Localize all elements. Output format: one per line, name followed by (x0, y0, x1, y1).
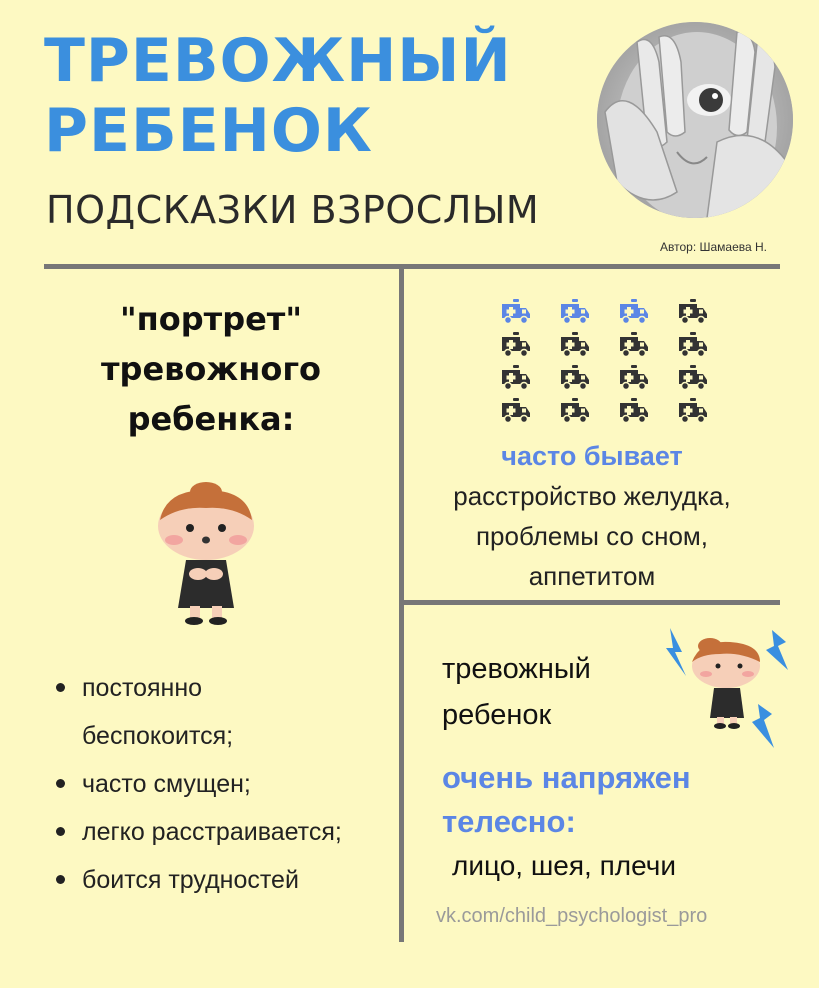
right-horizontal-divider (404, 600, 780, 605)
bullet-icon (56, 683, 65, 692)
ambulance-icon-grid (500, 298, 709, 427)
ambulance-icon (618, 331, 650, 361)
stressed-child-illustration (660, 622, 790, 777)
ambulance-icon (500, 331, 532, 361)
symptom-line-2: проблемы со сном, (475, 521, 709, 551)
trait-text: постоянно (82, 674, 203, 702)
source-link[interactable]: vk.com/child_psychologist_pro (436, 905, 708, 927)
tense-line-2: ребенок (442, 699, 552, 731)
tense-emphasis (442, 756, 691, 844)
symptom-line-1: расстройство желудка, (453, 481, 731, 511)
ambulance-icon (677, 364, 709, 394)
trait-item (56, 856, 342, 904)
vertical-divider (399, 269, 404, 942)
portrait-title (36, 294, 386, 444)
body-parts-text: лицо, шея, плечи (452, 850, 676, 881)
anxious-child-illustration (152, 478, 262, 631)
ambulance-icon (559, 331, 591, 361)
trait-item (56, 760, 342, 808)
bullet-icon (56, 779, 65, 788)
portrait-title-line-3: ребенка: (127, 400, 295, 438)
author-credit: Автор: Шамаева Н. (660, 240, 768, 254)
trait-text: беспокоится; (82, 722, 234, 750)
ambulance-icon (559, 397, 591, 427)
tense-child-text (442, 646, 591, 738)
ambulance-icon (500, 397, 532, 427)
ambulance-icon (677, 298, 709, 328)
ambulance-icon (618, 397, 650, 427)
ambulance-icon (677, 331, 709, 361)
bullet-icon (56, 875, 65, 884)
trait-list (56, 664, 342, 904)
child-covering-face-photo (597, 22, 793, 218)
trait-item (56, 808, 342, 856)
symptoms-block (404, 436, 780, 596)
ambulance-icon (618, 364, 650, 394)
title-line-1: ТРЕВОЖНЫЙ (44, 26, 512, 96)
often-label: часто бывает (501, 441, 683, 471)
portrait-title-line-2: тревожного (100, 350, 322, 388)
subtitle: ПОДСКАЗКИ ВЗРОСЛЫМ (46, 188, 540, 232)
header-divider (44, 264, 780, 269)
bullet-icon (56, 827, 65, 836)
ambulance-icon (559, 364, 591, 394)
portrait-title-line-1: "портрет" (119, 300, 303, 338)
trait-text: легко расстраивается; (82, 818, 342, 846)
ambulance-icon (559, 298, 591, 328)
tense-emphasis-line-2: телесно: (442, 804, 576, 839)
ambulance-icon (500, 298, 532, 328)
ambulance-icon (677, 397, 709, 427)
title-line-2: РЕБЕНОК (44, 96, 373, 166)
tense-emphasis-line-1: очень напряжен (442, 760, 691, 795)
ambulance-icon (500, 364, 532, 394)
tense-line-1: тревожный (442, 653, 591, 685)
trait-text: боится трудностей (82, 866, 299, 894)
trait-item (56, 664, 342, 712)
trait-item (56, 712, 342, 760)
ambulance-icon (618, 298, 650, 328)
trait-text: часто смущен; (82, 770, 251, 798)
symptom-line-3: аппетитом (528, 561, 656, 591)
